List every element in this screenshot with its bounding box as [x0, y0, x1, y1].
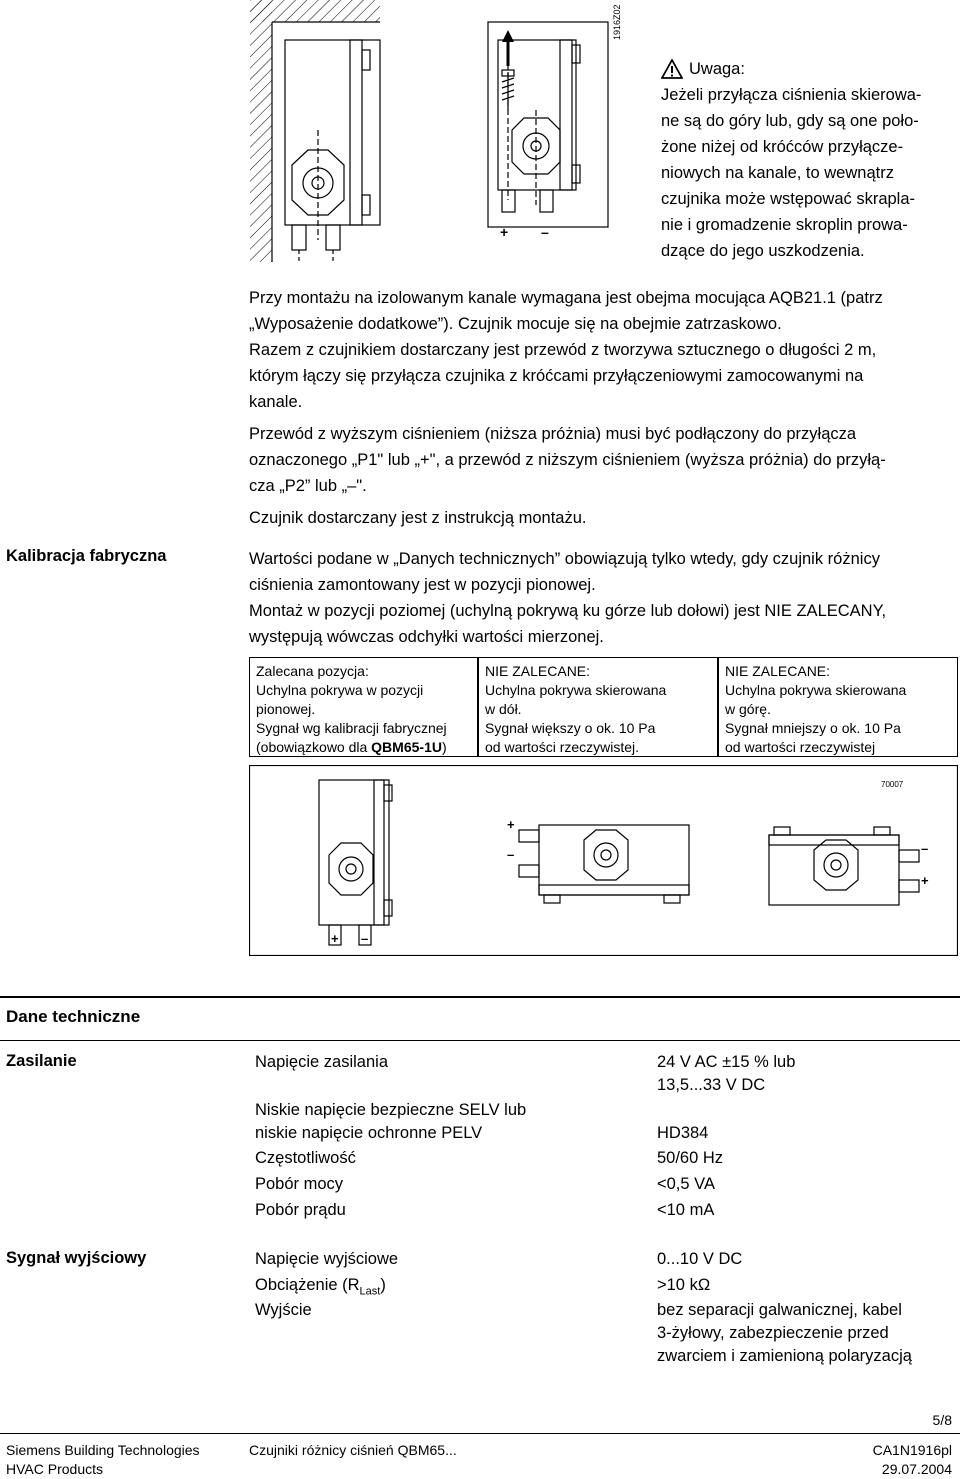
box-line: Uchylna pokrywa skierowana: [485, 682, 667, 698]
warning-title: Uwaga:: [689, 60, 745, 78]
division: HVAC Products: [6, 1461, 103, 1477]
company: Siemens Building Technologies: [6, 1442, 200, 1458]
cal-fig-plus: +: [331, 931, 339, 946]
warning-line: ne są do góry lub, gdy są one poło-: [661, 112, 919, 130]
warning-line: żone niżej od króćców przyłącze-: [661, 138, 904, 156]
doc-code: CA1N1916pl: [872, 1442, 952, 1458]
warning-line: niowych na kanale, to wewnątrz: [661, 164, 894, 182]
pressure-line: Przewód z wyższym ciśnieniem (niższa próżnia) musi być podłączony do przyłącza: [249, 425, 857, 443]
warning-line: dzące do jego uszkodzenia.: [661, 242, 865, 260]
mounting-line: którym łączy się przyłącza czujnika z króćcami przyłączeniowymi zamocowanymi na: [249, 367, 864, 385]
box-line: Sygnał wg kalibracji fabrycznej: [256, 720, 447, 736]
spec-value: bez separacji galwanicznej, kabel: [657, 1301, 902, 1319]
figure-plus: +: [500, 224, 509, 240]
pressure-line: oznaczonego „P1" lub „+", a przewód z niższym ciśnieniem (wyższa próżnia) do przyłą-: [249, 451, 886, 469]
mounting-line: Razem z czujnikiem dostarczany jest przewód z tworzywa sztucznego o długości 2 m,: [249, 341, 877, 359]
calibration-line: Wartości podane w „Danych technicznych” obowiązują tylko wtedy, gdy czujnik różnicy: [249, 550, 880, 568]
box-line: pionowej.: [256, 701, 316, 717]
pressure-line: cza „P2” lub „–".: [249, 477, 367, 495]
box-line: Sygnał większy o ok. 10 Pa: [485, 720, 656, 736]
figure-code-label: 1916Z02: [612, 4, 622, 40]
calibration-line: ciśnienia zamontowany jest w pozycji pionowej.: [249, 576, 596, 594]
page-number: 5/8: [932, 1412, 952, 1428]
footer-company: [6, 1441, 200, 1479]
figure-minus: –: [541, 224, 549, 240]
spec-value: HD384: [657, 1124, 709, 1142]
doc-date: 29.07.2004: [881, 1461, 952, 1477]
box-line: Zalecana pozycja:: [256, 663, 369, 679]
cal-fig-plus-c: +: [921, 873, 929, 888]
spec-label: niskie napięcie ochronne PELV: [255, 1124, 483, 1142]
spec-label: Napięcie zasilania: [255, 1053, 388, 1071]
output-heading: Sygnał wyjściowy: [6, 1249, 147, 1267]
box-line: NIE ZALECANE:: [725, 663, 831, 679]
box-line: NIE ZALECANE:: [485, 663, 591, 679]
spec-value: 3-żyłowy, zabezpieczenie przed: [657, 1324, 889, 1342]
supply-heading: Zasilanie: [6, 1052, 77, 1070]
spec-label: Napięcie wyjściowe: [255, 1250, 399, 1268]
spec-label: Obciążenie $(R_{Last})$: [255, 1276, 386, 1298]
cal-fig-code: 70007: [881, 780, 904, 789]
warning-line: nie i gromadzenie skroplin prowa-: [661, 216, 908, 234]
footer-divider: [0, 1433, 960, 1434]
mounting-text: [249, 285, 955, 531]
calibration-line: Montaż w pozycji poziomej (uchylną pokrywą ku górze lub dołowi) jest NIE ZALECANY,: [249, 602, 887, 620]
tech-divider: [0, 1040, 960, 1041]
spec-label: Pobór mocy: [255, 1175, 344, 1193]
cal-fig-minus: –: [361, 931, 369, 946]
box-line: w górę.: [725, 701, 771, 717]
box-line: w dół.: [485, 701, 522, 717]
spec-value: 13,5...33 V DC: [657, 1076, 766, 1094]
spec-label: Częstotliwość: [255, 1149, 356, 1167]
spec-value: zwarciem i zamienioną polaryzacją: [657, 1347, 912, 1365]
calibration-box-down: [478, 657, 718, 757]
spec-value: <0,5 VA: [657, 1175, 715, 1193]
spec-label: Wyjście: [255, 1301, 312, 1319]
spec-label: Niskie napięcie bezpieczne SELV lub: [255, 1101, 527, 1119]
box-line: (obowiązkowo dla QBM65-1U): [256, 739, 447, 755]
box-line: Uchylna pokrywa w pozycji: [256, 682, 424, 698]
calibration-box-up: [718, 657, 958, 757]
tech-title: Dane techniczne: [6, 1007, 141, 1026]
calibration-figure: [249, 765, 958, 956]
instruction-line: Czujnik dostarczany jest z instrukcją montażu.: [249, 509, 587, 527]
mounting-line: kanale.: [249, 393, 303, 411]
footer-doc: [873, 1441, 952, 1479]
warning-icon: [661, 59, 683, 79]
spec-value: 24 V AC ±15 % lub: [657, 1053, 796, 1071]
tech-divider: [0, 996, 960, 998]
warning-block: [661, 56, 951, 264]
footer-product: Czujniki różnicy ciśnień QBM65...: [249, 1442, 457, 1458]
calibration-heading: Kalibracja fabryczna: [6, 547, 167, 565]
spec-value: 0...10 V DC: [657, 1250, 743, 1268]
mounting-figure: [250, 0, 645, 262]
warning-line: Jeżeli przyłącza ciśnienia skierowa-: [661, 86, 922, 104]
cal-fig-plus-b: +: [507, 817, 515, 832]
box-line: od wartości rzeczywistej.: [485, 739, 640, 755]
cal-fig-minus-b: –: [507, 847, 515, 862]
spec-value: 50/60 Hz: [657, 1149, 724, 1167]
spec-label: Pobór prądu: [255, 1201, 346, 1219]
box-line: Sygnał mniejszy o ok. 10 Pa: [725, 720, 901, 736]
spec-value: <10 mA: [657, 1201, 715, 1219]
calibration-text: [249, 546, 955, 650]
calibration-box-recommended: [249, 657, 478, 757]
calibration-line: występują wówczas odchyłki wartości mierzonej.: [249, 628, 604, 646]
box-line: od wartości rzeczywistej: [725, 739, 876, 755]
warning-line: czujnika może wstępować skrapla-: [661, 190, 916, 208]
mounting-line: „Wyposażenie dodatkowe”). Czujnik mocuje się na obejmie zatrzaskowo.: [249, 315, 782, 333]
spec-value: >10 kΩ: [657, 1276, 711, 1294]
mounting-line: Przy montażu na izolowanym kanale wymagana jest obejma mocująca AQB21.1 (patrz: [249, 289, 883, 307]
cal-fig-minus-c: –: [921, 841, 929, 856]
box-line: Uchylna pokrywa skierowana: [725, 682, 907, 698]
